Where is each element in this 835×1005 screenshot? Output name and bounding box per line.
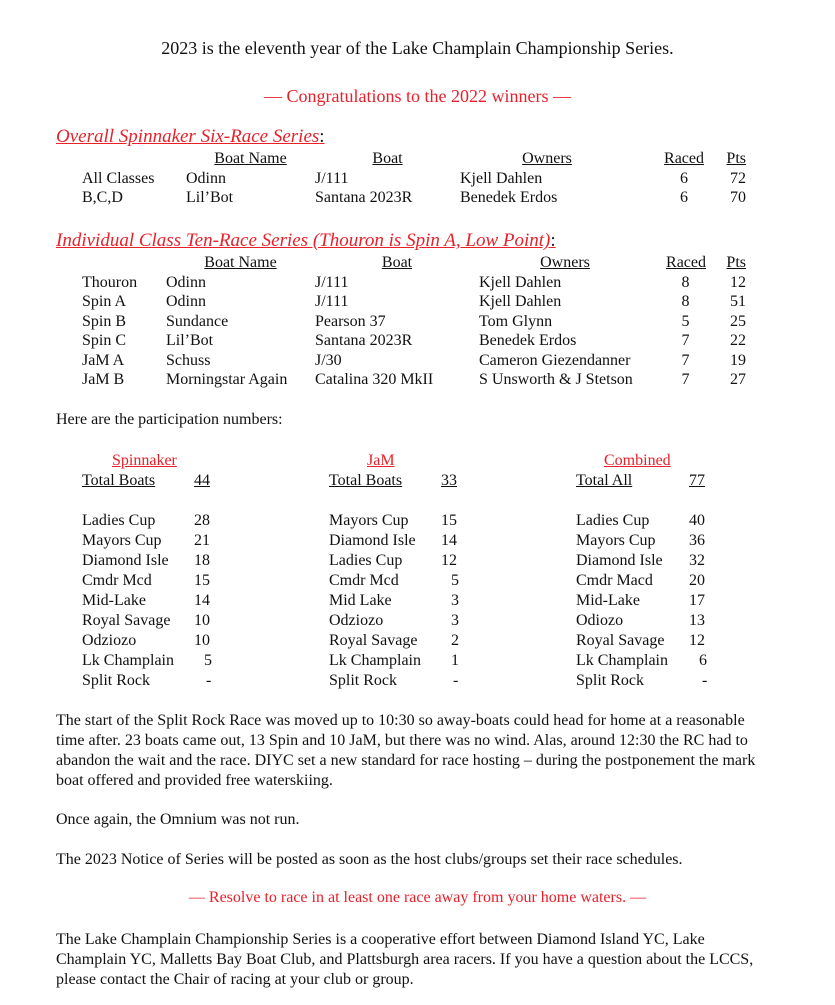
list-item — [82, 631, 222, 651]
race-count: 10 — [194, 632, 210, 649]
table-header-row — [82, 149, 746, 169]
race-count: 21 — [194, 532, 210, 549]
total-label: Total Boats — [329, 472, 403, 489]
owners-cell: Benedek Erdos — [460, 189, 558, 206]
raced-cell: 6 — [680, 169, 688, 187]
raced-cell: 8 — [681, 293, 690, 310]
owners-cell: Kjell Dahlen — [479, 273, 562, 291]
class-cell: Thouron — [82, 273, 138, 291]
boat-name-cell: Morningstar Again — [166, 371, 288, 388]
spinnaker-total-row — [82, 471, 222, 491]
race-name: Royal Savage — [576, 632, 665, 649]
race-name: Split Rock — [82, 672, 151, 689]
participation-intro: Here are the participation numbers: — [56, 411, 283, 428]
header-class — [82, 253, 166, 273]
class-cell: JaM B — [82, 371, 125, 388]
combined-heading-row — [576, 451, 716, 471]
raced-cell: 7 — [681, 371, 690, 388]
list-item — [576, 631, 716, 651]
list-item — [576, 551, 716, 571]
race-count: 14 — [194, 592, 210, 609]
table-row — [82, 331, 746, 351]
list-item — [576, 671, 716, 691]
total-label: Total Boats — [82, 472, 156, 489]
race-count: 15 — [441, 512, 457, 529]
race-name: Mid-Lake — [576, 592, 640, 609]
list-item — [576, 591, 716, 611]
table-row — [82, 273, 746, 293]
overall-series-title-text: Overall Spinnaker Six-Race Series — [56, 126, 320, 147]
race-count: 3 — [451, 592, 459, 609]
race-name: Mid-Lake — [82, 592, 146, 609]
race-name: Cmdr Mcd — [329, 572, 399, 589]
owners-cell: S Unsworth & J Stetson — [479, 371, 633, 388]
race-name: Diamond Isle — [329, 532, 416, 549]
race-name: Mid Lake — [329, 592, 392, 609]
closing-paragraph: The Lake Champlain Championship Series is a cooperative effort between Diamond Island YC, Lake Champlain YC, Malletts Bay Boat Club, and Plattsburgh area racers. If you have a question about the LCCS, please contact the Chair of racing at your club or group. — [56, 931, 754, 988]
pts-cell: 25 — [730, 312, 746, 330]
race-count: 3 — [451, 612, 459, 629]
spacer-row — [576, 491, 716, 511]
list-item — [329, 591, 469, 611]
race-name: Lk Champlain — [82, 652, 174, 669]
race-count: 10 — [194, 612, 210, 629]
race-count: 32 — [689, 552, 705, 569]
class-cell: B,C,D — [82, 189, 123, 206]
race-count: - — [453, 672, 459, 689]
boat-cell: J/30 — [315, 351, 342, 369]
spinnaker-heading: Spinnaker — [112, 452, 177, 469]
owners-cell: Benedek Erdos — [479, 332, 577, 349]
pts-cell: 22 — [730, 332, 746, 349]
overall-series-title-colon: : — [319, 126, 325, 147]
individual-results-table — [82, 253, 746, 390]
boat-name-cell: Odinn — [166, 273, 206, 291]
spinnaker-heading-row — [82, 451, 222, 471]
boat-cell: Pearson 37 — [315, 312, 386, 330]
race-count: 36 — [689, 532, 705, 549]
header-pts: Pts — [726, 254, 746, 271]
race-name: Royal Savage — [329, 632, 418, 649]
list-item — [329, 671, 469, 691]
race-count: 28 — [194, 512, 210, 529]
race-name: Odziozo — [329, 612, 384, 629]
boat-name-cell: Lil’Bot — [186, 189, 234, 206]
boat-name-cell: Lil’Bot — [166, 332, 214, 349]
list-item — [329, 611, 469, 631]
spacer-row — [329, 491, 469, 511]
jam-total-row — [329, 471, 469, 491]
race-name: Ladies Cup — [329, 552, 403, 569]
race-count: 13 — [689, 612, 705, 629]
raced-cell: 5 — [681, 312, 690, 330]
race-count: - — [702, 672, 708, 689]
list-item — [576, 611, 716, 631]
race-name: Diamond Isle — [576, 552, 663, 569]
overall-results-table — [82, 149, 746, 208]
pts-cell: 70 — [730, 189, 746, 206]
pts-cell: 12 — [730, 273, 746, 291]
list-item — [329, 631, 469, 651]
class-cell: Spin B — [82, 312, 127, 330]
table-row — [82, 370, 746, 390]
list-item — [329, 551, 469, 571]
spinnaker-participation — [82, 451, 222, 691]
race-count: 17 — [689, 592, 705, 609]
spacer-row — [82, 491, 222, 511]
class-cell: All Classes — [82, 169, 155, 187]
jam-heading-row — [329, 451, 469, 471]
boat-cell: J/111 — [315, 293, 349, 310]
race-count: 18 — [194, 552, 210, 569]
header-owners: Owners — [522, 150, 572, 167]
list-item — [329, 571, 469, 591]
pts-cell: 51 — [730, 293, 746, 310]
boat-name-cell: Sundance — [166, 312, 229, 330]
list-item — [82, 511, 222, 531]
owners-cell: Kjell Dahlen — [479, 293, 562, 310]
pts-cell: 72 — [730, 169, 746, 187]
race-count: 12 — [441, 552, 457, 569]
race-count: 15 — [194, 572, 210, 589]
overall-series-title — [56, 126, 325, 148]
list-item — [329, 651, 469, 671]
list-item — [329, 511, 469, 531]
split-rock-paragraph: The start of the Split Rock Race was moved up to 10:30 so away-boats could head for home at a reasonable time after. 23 boats came out, 13 Spin and 10 JaM, but there was no wind. Alas, around 12:30 the RC had to abandon the wait and the race. DIYC set a new standard for race hosting – during the postponement the mark boat offered and provided free waterskiing. — [56, 712, 756, 789]
congratulations-heading: — Congratulations to the 2022 winners — — [264, 86, 571, 106]
boat-cell: J/111 — [315, 273, 349, 291]
header-boat-name: Boat Name — [214, 150, 287, 167]
owners-cell: Tom Glynn — [479, 312, 553, 330]
race-name: Odziozo — [82, 632, 137, 649]
race-name: Royal Savage — [82, 612, 171, 629]
boat-name-cell: Odinn — [166, 293, 206, 310]
raced-cell: 6 — [680, 189, 688, 206]
raced-cell: 8 — [681, 273, 690, 291]
owners-cell: Cameron Giezendanner — [479, 351, 631, 369]
boat-name-cell: Schuss — [166, 351, 211, 369]
table-row — [82, 169, 746, 189]
class-cell: Spin C — [82, 332, 127, 349]
header-class — [82, 149, 186, 169]
combined-total-row — [576, 471, 716, 491]
owners-cell: Kjell Dahlen — [460, 169, 543, 187]
combined-heading: Combined — [604, 452, 671, 469]
race-name: Mayors Cup — [329, 512, 409, 529]
header-owners: Owners — [540, 254, 590, 271]
jam-heading: JaM — [367, 452, 395, 469]
header-boat: Boat — [381, 254, 413, 271]
table-row — [82, 292, 746, 312]
pts-cell: 19 — [730, 351, 746, 369]
header-raced: Raced — [666, 254, 706, 271]
race-count: - — [206, 672, 212, 689]
list-item — [82, 551, 222, 571]
header-boat-name: Boat Name — [204, 254, 277, 271]
total-value: 44 — [194, 472, 210, 489]
list-item — [576, 651, 716, 671]
race-name: Mayors Cup — [576, 532, 656, 549]
list-item — [82, 591, 222, 611]
raced-cell: 7 — [681, 332, 690, 349]
boat-cell: Santana 2023R — [315, 332, 413, 349]
list-item — [329, 531, 469, 551]
individual-series-title-colon: : — [550, 230, 556, 251]
race-name: Mayors Cup — [82, 532, 162, 549]
race-name: Diamond Isle — [82, 552, 169, 569]
boat-name-cell: Odinn — [186, 169, 226, 187]
list-item — [576, 571, 716, 591]
race-count: 40 — [689, 512, 705, 529]
race-count: 2 — [451, 632, 459, 649]
individual-series-title — [56, 230, 556, 252]
list-item — [576, 511, 716, 531]
total-label: Total All — [576, 472, 633, 489]
race-count: 14 — [441, 532, 457, 549]
header-pts: Pts — [726, 150, 746, 167]
notice-paragraph: The 2023 Notice of Series will be posted as soon as the host clubs/groups set their race schedules. — [56, 851, 683, 868]
race-name: Split Rock — [576, 672, 645, 689]
total-value: 33 — [441, 472, 457, 489]
jam-participation — [329, 451, 469, 691]
total-value: 77 — [689, 472, 705, 489]
race-count: 5 — [451, 572, 459, 589]
pts-cell: 27 — [730, 371, 746, 388]
race-name: Lk Champlain — [329, 652, 421, 669]
class-cell: Spin A — [82, 293, 127, 310]
combined-participation — [576, 451, 716, 691]
race-name: Lk Champlain — [576, 652, 668, 669]
boat-cell: Santana 2023R — [315, 189, 413, 206]
list-item — [82, 651, 222, 671]
race-count: 1 — [451, 652, 459, 669]
race-name: Ladies Cup — [82, 512, 156, 529]
race-name: Cmdr Mcd — [82, 572, 152, 589]
race-name: Cmdr Macd — [576, 572, 653, 589]
header-raced: Raced — [664, 150, 704, 167]
intro-line: 2023 is the eleventh year of the Lake Champlain Championship Series. — [161, 38, 674, 58]
raced-cell: 7 — [681, 351, 690, 369]
race-count: 20 — [689, 572, 705, 589]
table-row — [82, 351, 746, 371]
boat-cell: J/111 — [315, 169, 349, 187]
omnium-paragraph: Once again, the Omnium was not run. — [56, 811, 300, 828]
table-row — [82, 312, 746, 332]
race-name: Ladies Cup — [576, 512, 650, 529]
table-row — [82, 188, 746, 208]
race-name: Odiozo — [576, 612, 624, 629]
header-boat: Boat — [372, 150, 403, 167]
resolve-line: — Resolve to race in at least one race away from your home waters. — — [188, 889, 647, 906]
race-count: 6 — [699, 652, 707, 669]
race-name: Split Rock — [329, 672, 398, 689]
boat-cell: Catalina 320 MkII — [315, 371, 434, 388]
class-cell: JaM A — [82, 351, 125, 369]
list-item — [82, 671, 222, 691]
table-header-row — [82, 253, 746, 273]
list-item — [82, 531, 222, 551]
individual-series-title-text: Individual Class Ten-Race Series (Thouron is Spin A, Low Point) — [56, 230, 551, 251]
list-item — [82, 571, 222, 591]
race-count: 5 — [204, 652, 212, 669]
list-item — [82, 611, 222, 631]
race-count: 12 — [689, 632, 705, 649]
list-item — [576, 531, 716, 551]
